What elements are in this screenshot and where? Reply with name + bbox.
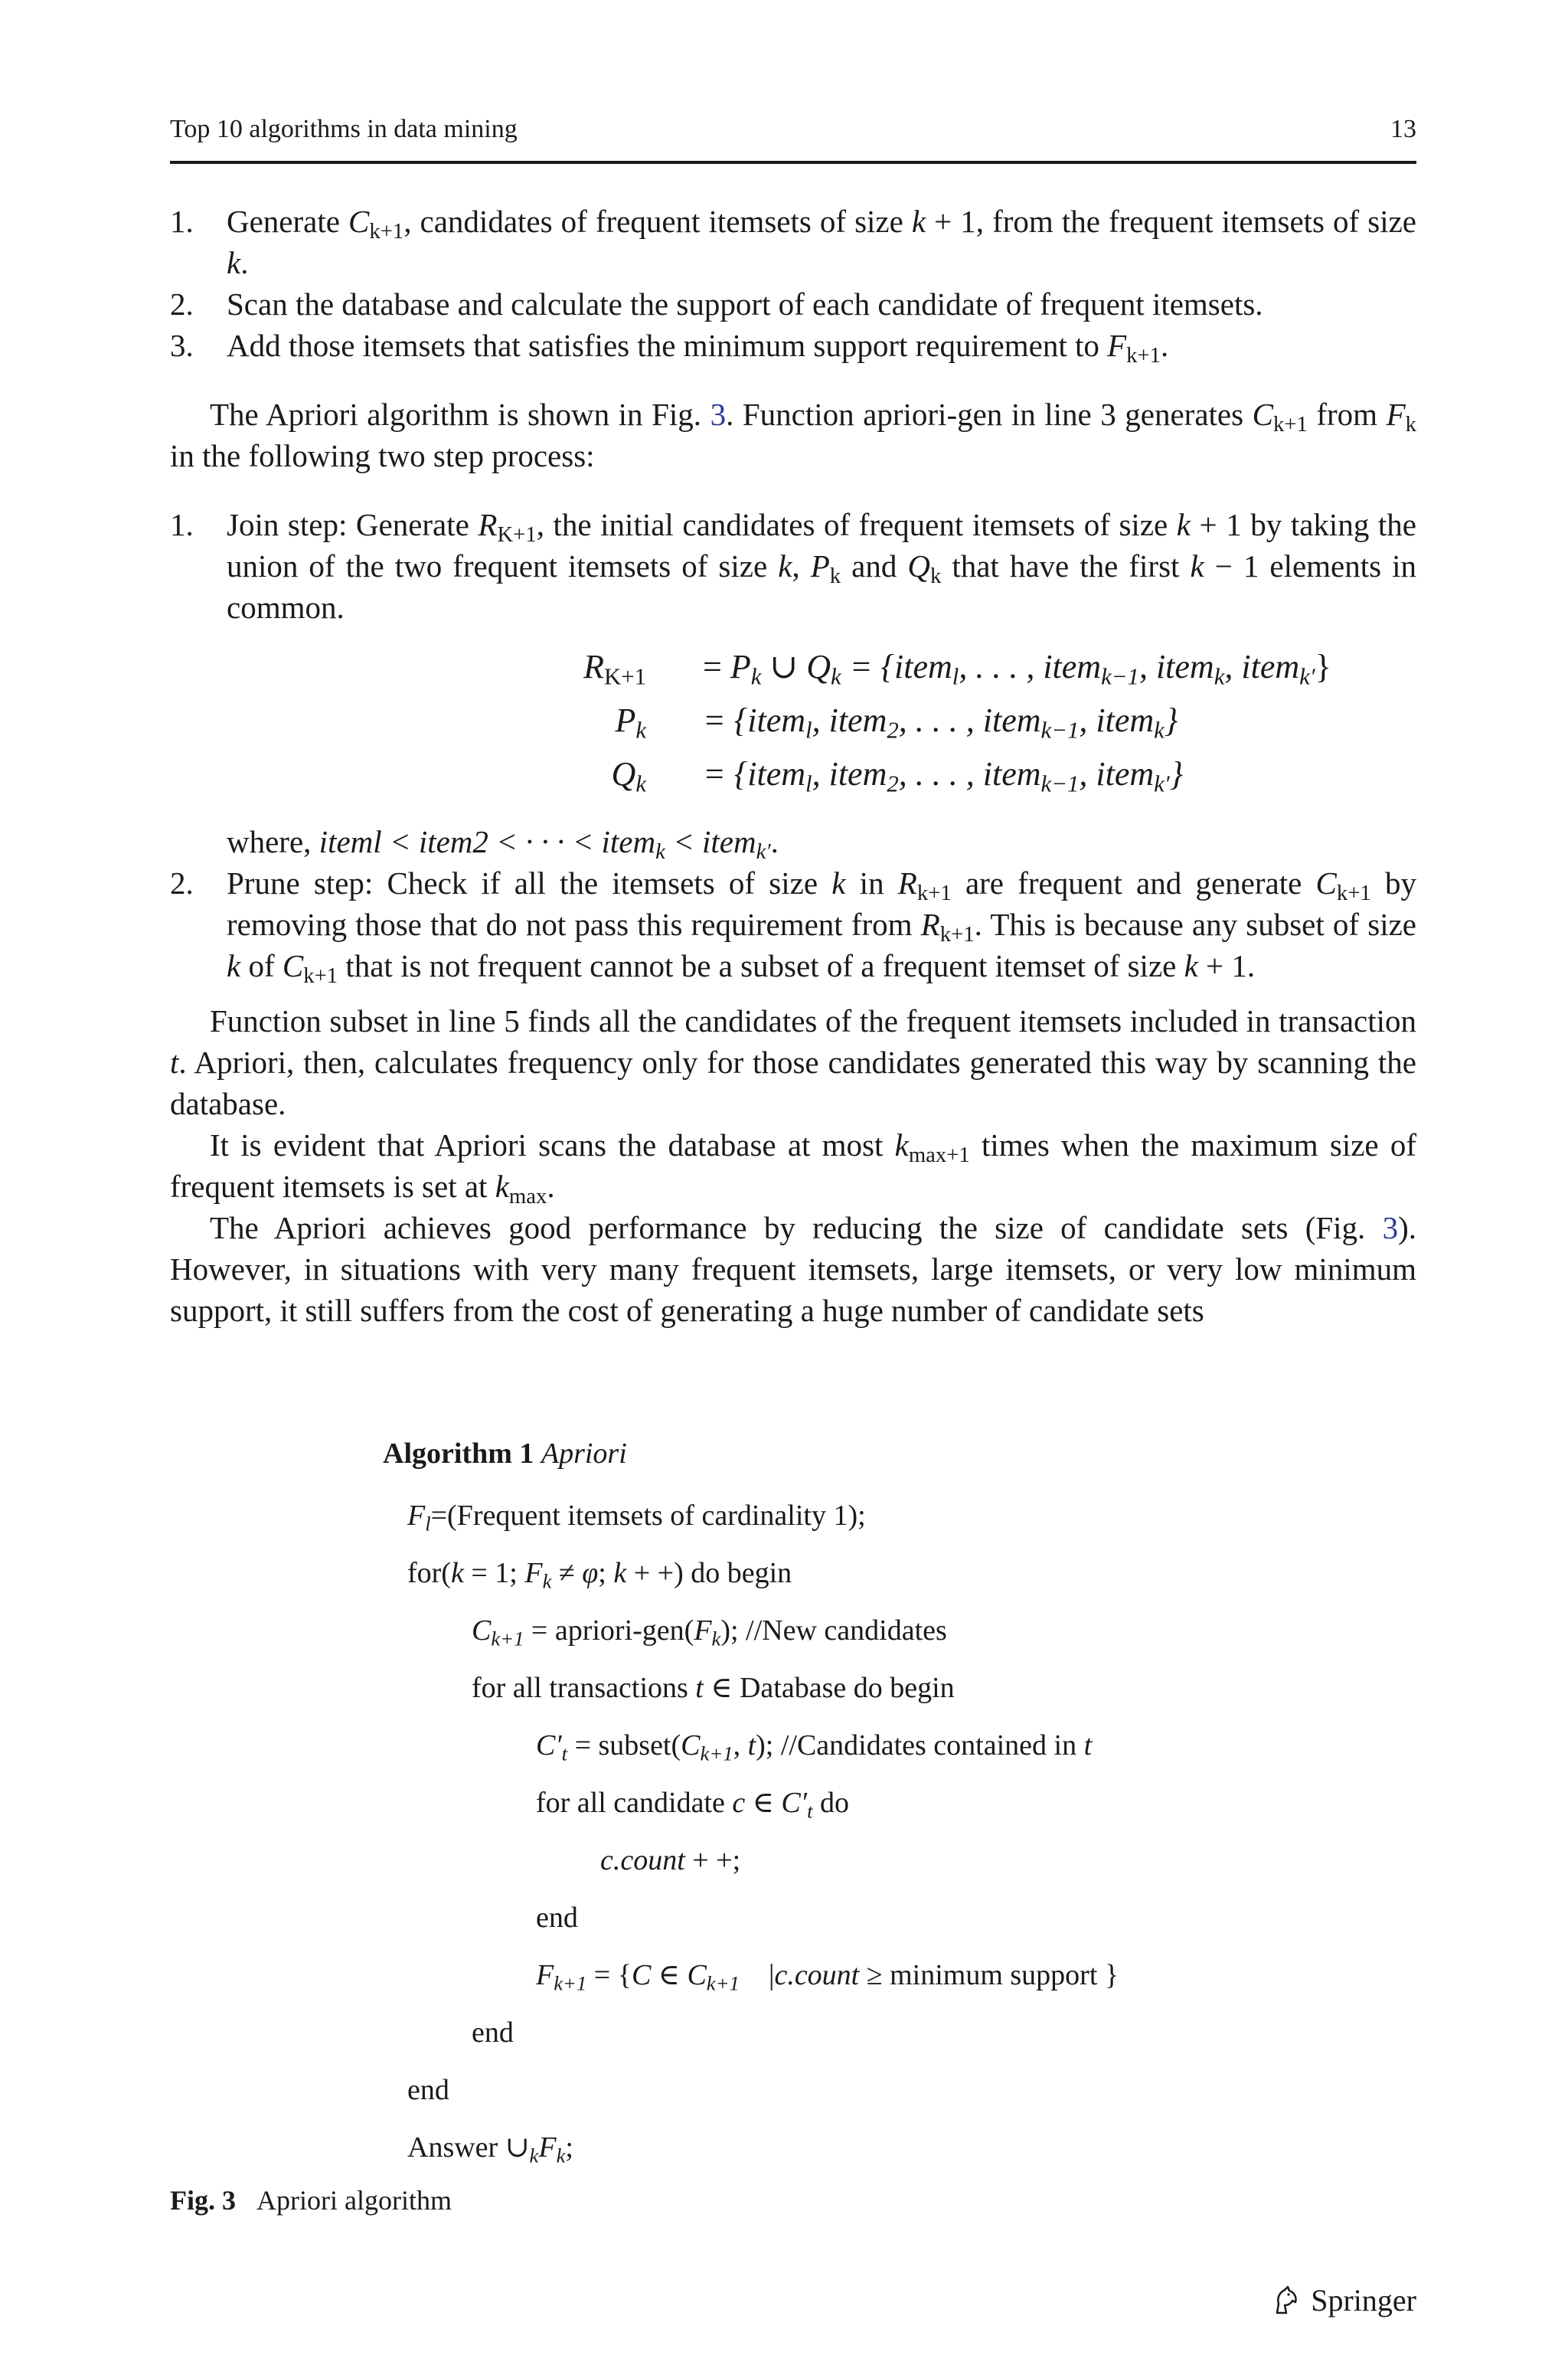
where-clause: where, iteml < item2 < · · · < item$_k$ < item$_{k'}$. bbox=[227, 824, 779, 865]
algorithm-line: $C_{k+1}$ = apriori-$gen(F_k)$; //New candidates bbox=[472, 1614, 947, 1650]
algorithm-line: $C'_t$ = $subset(C_{k+1}$, t); //Candidates contained in t bbox=[536, 1729, 1093, 1765]
page-number: 13 bbox=[1390, 115, 1416, 143]
figure-label: Fig. 3 bbox=[170, 2185, 236, 2216]
body-text bbox=[170, 201, 1416, 1331]
algorithm-line: $F_{k+1} = \{C$ ∈ $C_{k+1}$ |c.count ≥ minimum support } bbox=[536, 1959, 1119, 1995]
springer-horse-icon bbox=[1269, 2284, 1303, 2317]
publisher-name: Springer bbox=[1311, 2283, 1416, 2317]
algorithm-line: $F_l=(Frequent$ itemsets of cardinality 1); bbox=[407, 1500, 866, 1536]
running-title: Top 10 algorithms in data mining bbox=[170, 115, 518, 143]
algorithm-line: Answer $\cup_kF_k$; bbox=[407, 2131, 573, 2167]
figure-link[interactable]: 3 bbox=[1382, 1210, 1399, 1245]
paragraph: Function subset in line 5 finds all the candidates of the frequent itemsets included in transaction t. Apriori, then, calculates frequency only for those candidates generated this way by scanning the database. bbox=[170, 1003, 1416, 1121]
running-header bbox=[170, 115, 1416, 144]
list-item-join-step: 1. Join step: Generate $R_{K+1}$, the initial candidates of frequent itemsets of size k + 1 by taking the union of the two frequent itemsets of size k, $P_k$ and $Q_k$ that have the first k − 1 elements in common. $R_{K+1}$ = $P_k$ ∪ $Q_k$ = {item$_l$, . . . , item$_{k-1}$, item$_k$, item$_{k'}$} $P_k$ = {item$_l$, item$_2$, . . . , item$_{k-1}$, item$_k$} $Q_k$ = {item$_l$, item$_2$, . . . , item$_{k-1}$, item$_{k'}$} where, iteml < item2 < · · · < item$_k$ < item$_{k'}$. bbox=[170, 507, 1417, 865]
algorithm-line: c.count + +; bbox=[600, 1844, 741, 1876]
equation: $P_k$ = {item$_l$, item$_2$, . . . , item$_{k-1}$, item$_k$} bbox=[615, 702, 1178, 744]
header-rule bbox=[170, 161, 1416, 164]
apriori-steps-list bbox=[170, 201, 1416, 366]
equation: $Q_k$ = {item$_l$, item$_2$, . . . , item$_{k-1}$, item$_{k'}$} bbox=[611, 755, 1184, 797]
algorithm-line: for all transactions t ∈ Database do begin bbox=[472, 1672, 955, 1704]
algorithm-line: for all candidate c ∈ $C'_t$ do bbox=[536, 1787, 849, 1823]
list-item: 3. Add those itemsets that satisfies the minimum support requirement to $F_{k+1}$. bbox=[170, 328, 1169, 368]
paragraph: The Apriori achieves good performance by reducing the size of candidate sets (Fig. 3). However, in situations with very many frequent itemsets, large itemsets, or very low minimum support, it still suffers from the cost of generating a huge number of candidate sets bbox=[170, 1210, 1416, 1328]
algorithm-line: end bbox=[536, 1902, 578, 1934]
paragraph: It is evident that Apriori scans the database at most $k_{max+1}$ times when the maximum size of frequent itemsets is set at $k_{max}$. bbox=[170, 1127, 1416, 1209]
algorithm-line: end bbox=[472, 2017, 514, 2049]
equation: $R_{K+1}$ = $P_k$ ∪ $Q_k$ = {item$_l$, . . . , item$_{k-1}$, item$_k$, item$_{k'}$} bbox=[583, 648, 1331, 690]
figure-caption-text: Apriori algorithm bbox=[256, 2185, 452, 2216]
equation-block bbox=[227, 646, 1416, 807]
list-item: 1. Generate $C_{k+1}$, candidates of frequent itemsets of size k + 1, from the frequent itemsets of size k. bbox=[170, 204, 1416, 280]
figure-link[interactable]: 3 bbox=[710, 397, 727, 432]
publisher-logo bbox=[1269, 2282, 1416, 2318]
paragraph: The Apriori algorithm is shown in Fig. 3. Function apriori-gen in line 3 generates $C_{k+1}$ from $F_k$ in the following two step process: bbox=[170, 397, 1416, 473]
list-item: 2. Scan the database and calculate the support of each candidate of frequent itemsets. bbox=[170, 286, 1263, 322]
algorithm-box bbox=[383, 1437, 1409, 2177]
algorithm-line: for(k = 1; $F_k \ne \varphi$; k + +) do begin bbox=[407, 1557, 792, 1593]
algorithm-title: Algorithm 1 Apriori bbox=[383, 1438, 627, 1470]
figure-caption bbox=[170, 2184, 452, 2216]
list-item-prune-step: 2. Prune step: Check if all the itemsets of size k in $R_{k+1}$ are frequent and generate $C_{k+1}$ by removing those that do not pass this requirement from $R_{k+1}$. This is because any subset of size k of $C_{k+1}$ that is not frequent cannot be a subset of a frequent itemset of size k + 1. bbox=[170, 865, 1416, 989]
algorithm-line: end bbox=[407, 2074, 449, 2106]
